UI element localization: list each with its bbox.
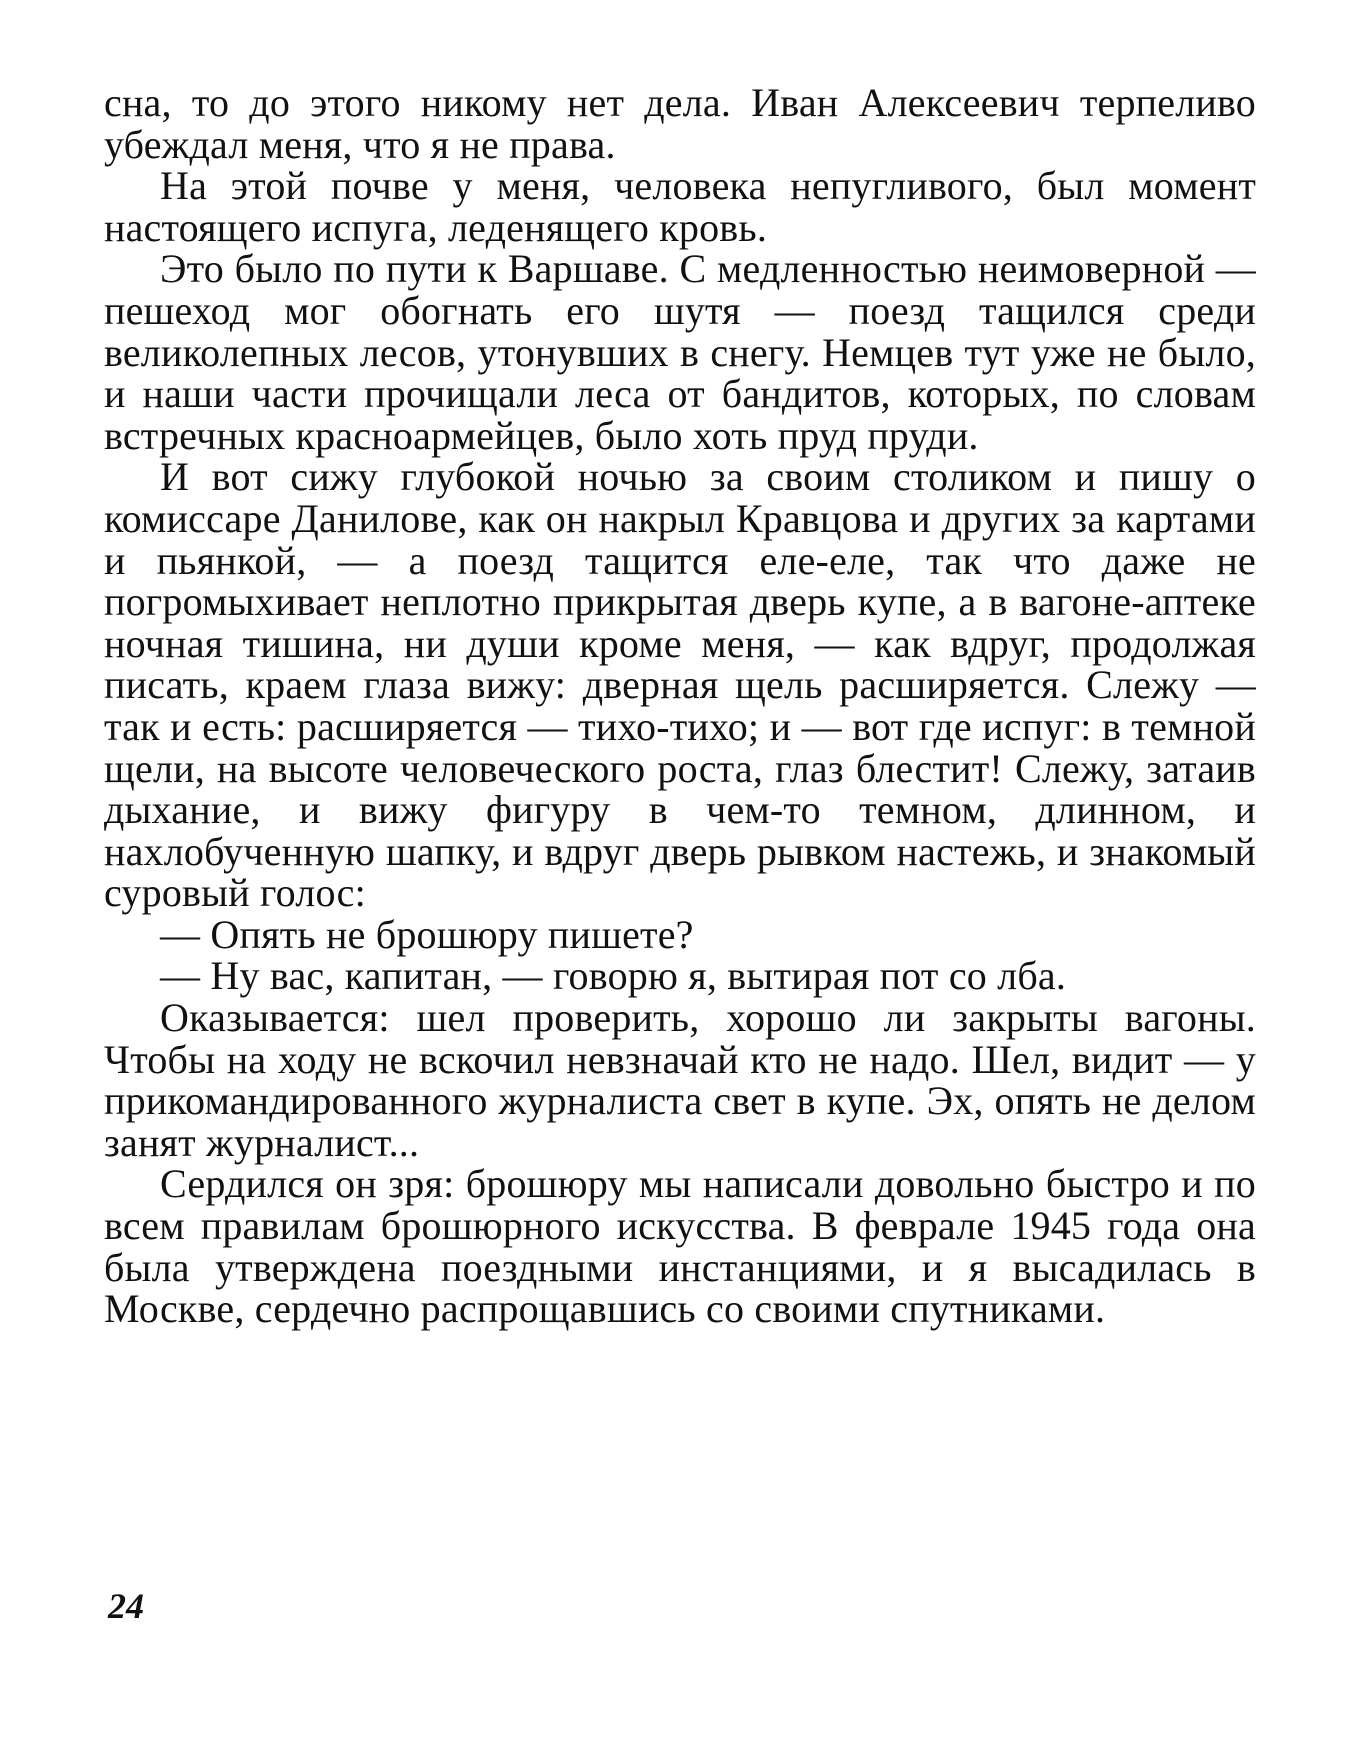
paragraph: Сердился он зря: брошюру мы написали довольно быстро и по всем правилам брошюрного искусства. В феврале 1945 года она была утверждена поездными инстанциями, и я высадилась в Москве, сердечно распрощавшись со своими спутниками. xyxy=(104,1161,1256,1332)
body-text xyxy=(104,82,1256,1330)
dialogue-line: — Ну вас, капитан, — говорю я, вытирая пот со лба. xyxy=(160,953,1067,999)
paragraph: И вот сижу глубокой ночью за своим столиком и пишу о комиссаре Данилове, как он накрыл Кравцова и других за картами и пьянкой, — а поезд тащится еле-еле, так что даже не погромыхивает неплотно прикрытая дверь купе, а в вагоне-аптеке ночная тишина, ни души кроме меня, — как вдруг, продолжая писать, краем глаза вижу: дверная щель расширяется. Слежу — так и есть: расширяется — тихо-тихо; и — вот где испуг: в темной щели, на высоте человеческого роста, глаз блестит! Слежу, затаив дыхание, и вижу фигуру в чем-то темном, длинном, и нахлобученную шапку, и вдруг дверь рывком настежь, и знакомый суровый голос: xyxy=(104,454,1256,916)
paragraph: На этой почве у меня, человека непугливого, был момент настоящего испуга, леденящего кровь. xyxy=(104,163,1256,250)
paragraph: Оказывается: шел проверить, хорошо ли закрыты вагоны. Чтобы на ходу не вскочил невзначай кто не надо. Шел, видит — у прикомандированного журналиста свет в купе. Эх, опять не делом занят журналист... xyxy=(104,995,1256,1165)
page-number: 24 xyxy=(108,1586,144,1626)
paragraph-continuation: сна, то до этого никому нет дела. Иван Алексеевич терпеливо убеждал меня, что я не права. xyxy=(104,80,1256,167)
dialogue-line: — Опять не брошюру пишете? xyxy=(160,911,694,957)
paragraph: Это было по пути к Варшаве. С медленностью неимоверной — пешеход мог обогнать его шутя — поезд тащился среди великолепных лесов, утонувших в снегу. Немцев тут уже не было, и наши части прочищали леса от бандитов, которых, по словам встречных красноармейцев, было хоть пруд пруди. xyxy=(104,246,1256,458)
